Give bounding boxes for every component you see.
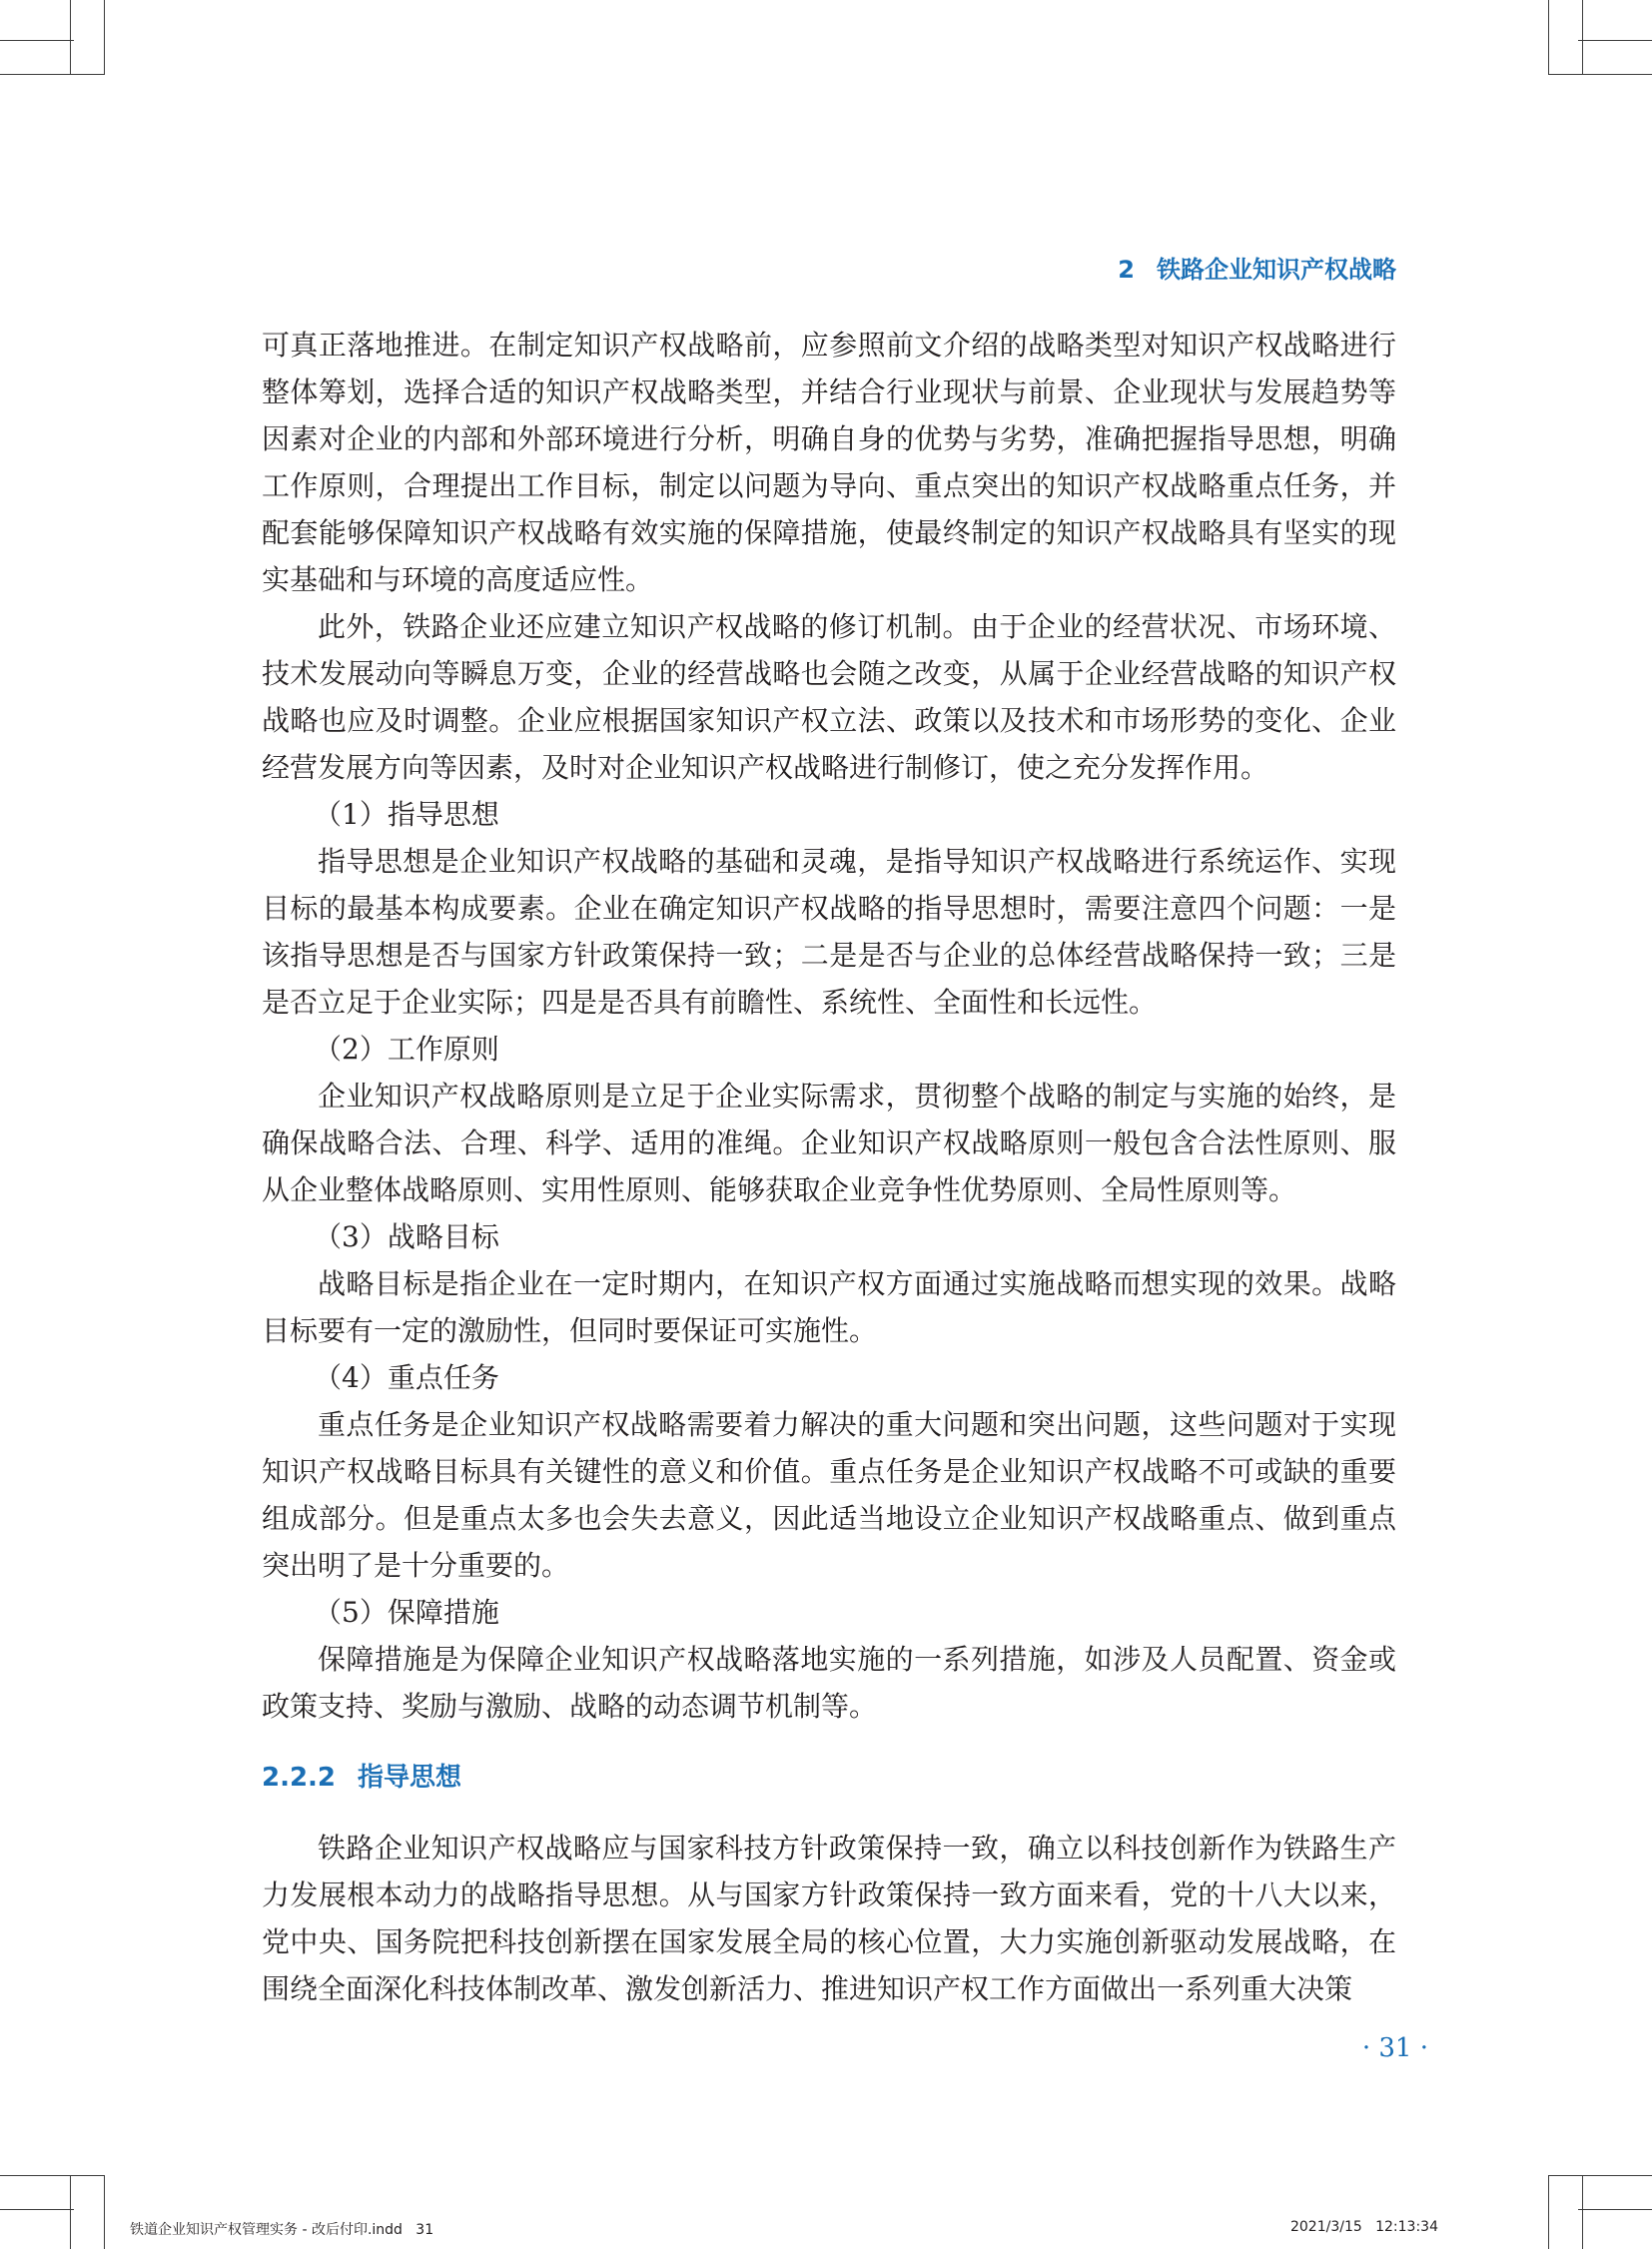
crop-mark [0,74,104,75]
crop-mark [70,2175,71,2249]
chapter-title: 铁路企业知识产权战略 [1157,256,1396,284]
item-heading: （1）指导思想 [314,798,499,831]
item-heading: （4）重点任务 [314,1361,499,1394]
crop-mark [104,2175,105,2249]
crop-mark [1582,0,1583,74]
crop-mark [70,0,71,74]
paragraph: 此外，铁路企业还应建立知识产权战略的修订机制。由于企业的经营状况、市场环境、技术发展动向等瞬息万变，企业的经营战略也会随之改变，从属于企业经营战略的知识产权战略也应及时调整。企业应根据国家知识产权立法、政策以及技术和市场形势的变化、企业经营发展方向等因素，及时对企业知识产权战略进行制修订，使之充分发挥作用。 [262,610,1396,784]
item-paragraph: 保障措施是为保障企业知识产权战略落地实施的一系列措施，如涉及人员配置、资金或政策支持、奖励与激励、战略的动态调节机制等。 [262,1643,1396,1723]
slug-timestamp: 2021/3/15 12:13:34 [1289,2219,1438,2235]
item-paragraph: 企业知识产权战略原则是立足于企业实际需求，贯彻整个战略的制定与实施的始终，是确保战略合法、合理、科学、适用的准绳。企业知识产权战略原则一般包含合法性原则、服从企业整体战略原则、实用性原则、能够获取企业竞争性优势原则、全局性原则等。 [262,1080,1396,1206]
chapter-number: 2 [1118,256,1135,284]
running-header [1118,250,1396,285]
page-body [262,322,1396,2012]
crop-mark [1548,74,1652,75]
crop-mark [1548,0,1549,75]
item-heading: （2）工作原则 [314,1033,499,1066]
section-paragraph: 铁路企业知识产权战略应与国家科技方针政策保持一致，确立以科技创新作为铁路生产力发展根本动力的战略指导思想。从与国家方针政策保持一致方面来看，党的十八大以来，党中央、国务院把科技创新摆在国家发展全局的核心位置，大力实施创新驱动发展战略，在围绕全面深化科技体制改革、激发创新活力、推进知识产权工作方面做出一系列重大决策 [262,1832,1396,2005]
item-paragraph: 重点任务是企业知识产权战略需要着力解决的重大问题和突出问题，这些问题对于实现知识产权战略目标具有关键性的意义和价值。重点任务是企业知识产权战略不可或缺的重要组成部分。但是重点太多也会失去意义，因此适当地设立企业知识产权战略重点、做到重点突出明了是十分重要的。 [262,1408,1396,1582]
crop-mark [0,2175,104,2176]
crop-mark [0,2209,74,2210]
item-heading: （5）保障措施 [314,1596,499,1629]
crop-mark [1578,2209,1652,2210]
crop-mark [1548,2175,1652,2176]
section-title: 指导思想 [358,1763,462,1793]
crop-mark [1578,40,1652,41]
crop-mark [104,0,105,75]
crop-mark [1548,2175,1549,2249]
paragraph: 可真正落地推进。在制定知识产权战略前，应参照前文介绍的战略类型对知识产权战略进行整体筹划，选择合适的知识产权战略类型，并结合行业现状与前景、企业现状与发展趋势等因素对企业的内部和外部环境进行分析，明确自身的优势与劣势，准确把握指导思想，明确工作原则，合理提出工作目标，制定以问题为导向、重点突出的知识产权战略重点任务，并配套能够保障知识产权战略有效实施的保障措施，使最终制定的知识产权战略具有坚实的现实基础和与环境的高度适应性。 [262,329,1396,596]
item-paragraph: 指导思想是企业知识产权战略的基础和灵魂，是指导知识产权战略进行系统运作、实现目标的最基本构成要素。企业在确定知识产权战略的指导思想时，需要注意四个问题：一是该指导思想是否与国家方针政策保持一致；二是是否与企业的总体经营战略保持一致；三是是否立足于企业实际；四是是否具有前瞻性、系统性、全面性和长远性。 [262,845,1396,1019]
page-number: · 31 · [1361,2033,1428,2063]
slug-filename: 铁道企业知识产权管理实务 - 改后付印.indd 31 [130,2222,434,2238]
item-heading: （3）战略目标 [314,1220,499,1253]
crop-mark [0,40,74,41]
section-number: 2.2.2 [262,1763,337,1793]
crop-mark [1582,2175,1583,2249]
section-heading [262,1755,1396,1801]
item-paragraph: 战略目标是指企业在一定时期内，在知识产权方面通过实施战略而想实现的效果。战略目标要有一定的激励性，但同时要保证可实施性。 [262,1267,1396,1347]
